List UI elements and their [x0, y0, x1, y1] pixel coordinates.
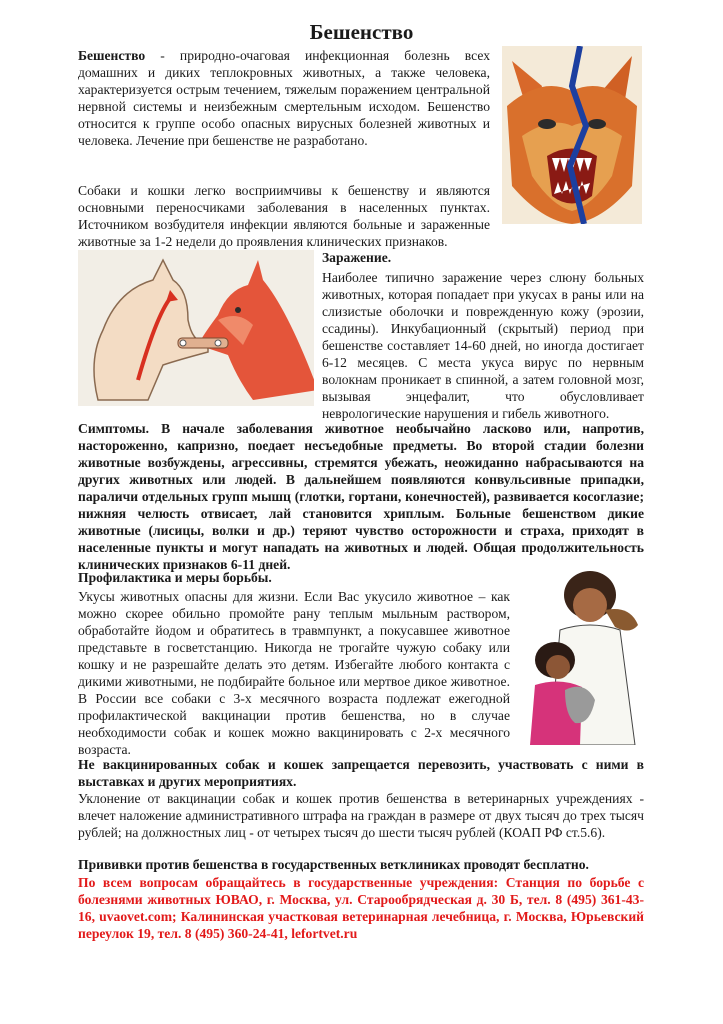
intro-paragraph-2: Собаки и кошки легко восприимчивы к бешенству и являются основными переносчиками заболевания в населенных пунктах. Источником возбудителя инфекции являются больные и зараженные животные за 1-2 недели до проявления клинических признаков. — [78, 183, 490, 249]
infection-text: Наиболее типично заражение через слюну больных животных, которая попадает при укусах в раны или на слизистые оболочки и поврежденную кожу (эрозии, ссадины). Инкубационный (скрытый) период при бешенстве составляет 14-60 дней, но иногда достигает 6-12 месяцев. С места укуса вирус по нервным волокнам проникает в спинной, а затем головной мозг, вызывая энцефалит, что обусловливает неврологические нарушения и гибель животного. — [322, 270, 644, 421]
cat-fox-bite-icon — [78, 250, 314, 406]
vet-with-child-icon — [520, 565, 644, 745]
symptoms-text: Симптомы. В начале заболевания животное необычайно ласково или, напротив, настороженно, капризно, поедает несъедобные предметы. Во второй стадии болезни животные возбуждены, агрессивны, стремятся убежать, неожиданно набрасываются на других животных или людей. В дальнейшем появляются конвульсивные припадки, параличи отдельных групп мышц (глотки, гортани, конечностей), развивается косоглазие; нижняя челюсть отвисает, лай становится хриплым. Больные бешенством дикие животные (лисицы, волки и др.) теряют чувство осторожности и страха, приходят в населенные пункты и могут нападать на животных и людей. Общая продолжительность клинических признаков 6-11 дней. — [78, 421, 644, 572]
page-title: Бешенство — [309, 20, 414, 44]
infection-illustration — [78, 250, 314, 406]
infection-heading: Заражение. — [322, 250, 392, 265]
fine-text: Уклонение от вакцинации собак и кошек против бешенства в ветеринарных учреждениях - влечет наложение административного штрафа на граждан в размере от двух тысяч до трех тысяч рублей; на должностных лиц - от четырех тысяч до шести тысяч рублей (КОАП РФ ст.5.6). — [78, 791, 644, 840]
free-vaccination: Прививки против бешенства в государственных ветклиниках проводят бесплатно. — [78, 857, 589, 872]
intro-paragraph — [78, 47, 490, 149]
vet-child-pet-illustration — [520, 565, 644, 745]
rabid-fox-icon — [502, 46, 642, 224]
intro-text: - природно-очаговая инфекционная болезнь всех домашних и диких теплокровных животных, а также человека, характеризуется острым течением, тяжелым поражением центральной нервной системы и неизбежным смертельным исходом. Бешенство относится к группе особо опасных вирусных болезней животных и человека. Лечение при бешенстве не разработано. — [78, 48, 490, 148]
prevention-text: Укусы животных опасны для жизни. Если Вас укусило животное – как можно скорее обильно промойте рану теплым мыльным раствором, обработайте йодом и обратитесь в травмпункт, а покусавшее животное представьте в госветстанцию. Никогда не трогайте чужую собаку или кошку и не разрешайте делать это детям. Избегайте любого контакта с дикими животными, не подбирайте больное или мертвое дикое животное. В России все собаки с 3-х месячного возраста подлежат ежегодной профилактической вакцинации против бешенства, но в случае необходимости собак и кошек можно вакцинировать с 2-х месячного возраста. — [78, 589, 510, 757]
prevention-heading: Профилактика и меры борьбы. — [78, 570, 272, 585]
rabid-fox-illustration — [502, 46, 642, 224]
contact-info: По всем вопросам обращайтесь в государственные учреждения: Станция по борьбе с болезнями животных ЮВАО, г. Москва, ул. Старообрядческая д. 30 Б, тел. 8 (495) 361-43-16, uvaovet.com; Калининская участковая ветеринарная лечебница, г. Москва, Юрьевский переулок 19, тел. 8 (495) 360-24-41, lefortvet.ru — [78, 875, 644, 941]
vaccination-ban: Не вакцинированных собак и кошек запрещается перевозить, участвовать с ними в выставках и других мероприятиях. — [78, 757, 644, 789]
intro-term: Бешенство — [78, 48, 146, 63]
